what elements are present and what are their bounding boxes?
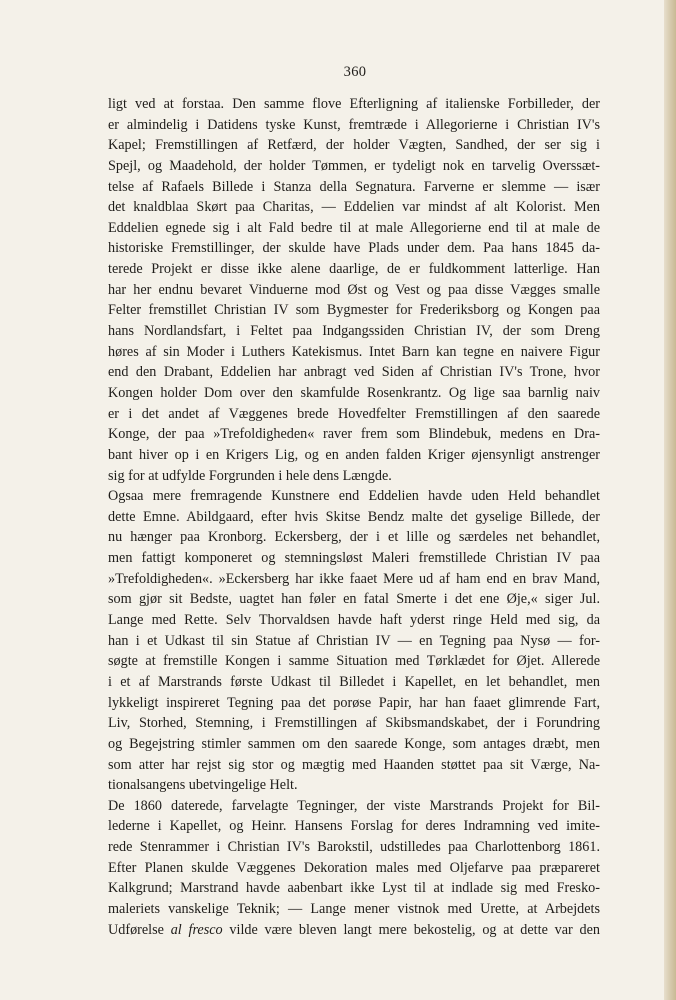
text-line: men fattigt komponeret og stemningsløst Maleri fremstillede Christian IV paa [108,550,600,567]
text-line: »Trefoldigheden«. »Eckersberg har ikke faaet Mere ud af ham end en brav Mand, [108,570,600,587]
text-line: som atter har rejst sig stor og mægtig med Haanden støttet paa sit Værge, Na- [108,756,600,773]
text-line: hans Nordlandsfart, i Feltet paa Indgangssiden Christian IV, der som Dreng [108,323,600,340]
text-line: sig for at udfylde Forgrunden i hele dens Længde. [108,467,392,484]
text-line: nu hænger paa Kronborg. Eckersberg, der i et lille og særdeles net behandlet, [108,529,600,546]
text-line: han i et Udkast til sin Statue af Christian IV — en Tegning paa Nysø — for- [108,632,600,649]
text-line: terede Projekt er disse ikke alene daarlige, de er fuldkomment latterlige. Han [108,261,600,278]
italic-phrase: al fresco [170,921,223,938]
text-line: som gjør sit Bedste, uagtet han føler en fatal Smerte i det ene Øje,« siger Jul. [108,591,600,608]
text-line: historiske Fremstillinger, der skulde have Plads under dem. Paa hans 1845 da- [108,240,600,257]
text-line: er i det andet af Væggenes brede Hovedfelter Fremstillingen af den saarede [108,405,600,422]
text-line: søgte at fremstille Kongen i samme Situation med Tørklædet for Øjet. Allerede [108,653,600,670]
text-line: har her endnu bevaret Vinduerne mod Øst og Vest og paa disse Vægges smalle [108,281,600,298]
text-line: Felter fremstillet Christian IV som Bygmester for Frederiksborg og Kongen paa [108,302,600,319]
text-line: Spejl, og Maadehold, der holder Tømmen, er tydeligt nok en tarvelig Overssæt- [108,157,600,174]
text-line: ligt ved at forstaa. Den samme flove Efterligning af italienske Forbilleder, der [108,96,600,112]
text-line: lykkeligt inspireret Tegning paa det porøse Papir, har han faaet glimrende Fart, [108,694,600,711]
text-line: høres af sin Moder i Luthers Katekismus. Intet Barn kan tegne en naivere Figur [108,343,600,360]
text-line: rede Stenrammer i Christian IV's Barokstil, udstilledes paa Charlottenborg 1861. [108,839,600,856]
text-line: Efter Planen skulde Væggenes Dekoration males med Oljefarve paa præpareret [108,859,600,876]
text-line: De 1860 daterede, farvelagte Tegninger, der viste Marstrands Projekt for Bil- [108,797,600,814]
page-number: 360 [343,64,367,80]
text-line: Kapel; Fremstillingen af Retfærd, der holder Vægten, Sandhed, der ser sig i [108,137,600,154]
text-run: Udførelse [108,921,171,938]
body-text [108,94,600,940]
text-line: bant hiver op i en Krigers Lig, og en anden falden Kriger øjensynligt anstrenger [108,446,600,463]
text-line: Ogsaa mere fremragende Kunstnere end Eddelien havde uden Held behandlet [108,488,600,505]
text-line: Lange med Rette. Selv Thorvaldsen havde haft yderst ringe Held med sig, da [108,612,600,629]
text-line: Konge, der paa »Trefoldigheden« raver frem som Blindebuk, medens en Dra- [108,426,600,443]
text-line: tionalsangens ubetvingelige Helt. [108,777,298,794]
text-line: telse af Rafaels Billede i Stanza della Segnatura. Farverne er slemme — især [108,178,600,195]
text-line: Eddelien egnede sig i alt Fald bedre til at male Allegorierne end til at male de [108,219,600,236]
text-line: og Begejstring stimler sammen om den saarede Konge, som antages dræbt, men [108,735,600,752]
text-line: lederne i Kapellet, og Heinr. Hansens Forslag for deres Indramning ved imite- [108,818,600,835]
text-line: Liv, Storhed, Stemning, i Fremstillingen af Skibsmandskabet, der i Forundring [108,715,600,732]
text-line: end den Drabant, Eddelien har anbragt ved Siden af Christian IV's Trone, hvor [108,364,600,381]
text-line: Kongen holder Dom over den skamfulde Rosenkrantz. Og lige saa barnlig naiv [108,384,600,401]
text-line: Kalkgrund; Marstrand havde aabenbart ikke Lyst til at indlade sig med Fresko- [108,880,600,897]
text-line: maleriets vanskelige Teknik; — Lange mener vistnok med Urette, at Arbejdets [108,900,600,917]
page-edge [664,0,676,1000]
text-run: vilde være bleven langt mere bekostelig, og at dette var den [222,921,600,938]
text-line: dette Emne. Abildgaard, efter hvis Skitse Bendz malte det gyselige Billede, der [108,508,600,525]
text-line: det knaldblaa Skørt paa Charitas, — Eddelien var mindst af alt Kolorist. Men [108,199,600,216]
text-line: er almindelig i Datidens tyske Kunst, fremtræde i Allegorierne i Christian IV's [108,116,600,133]
text-line: i et af Marstrands første Udkast til Billedet i Kapellet, en let behandlet, men [108,673,600,690]
text-line-final [108,920,600,941]
